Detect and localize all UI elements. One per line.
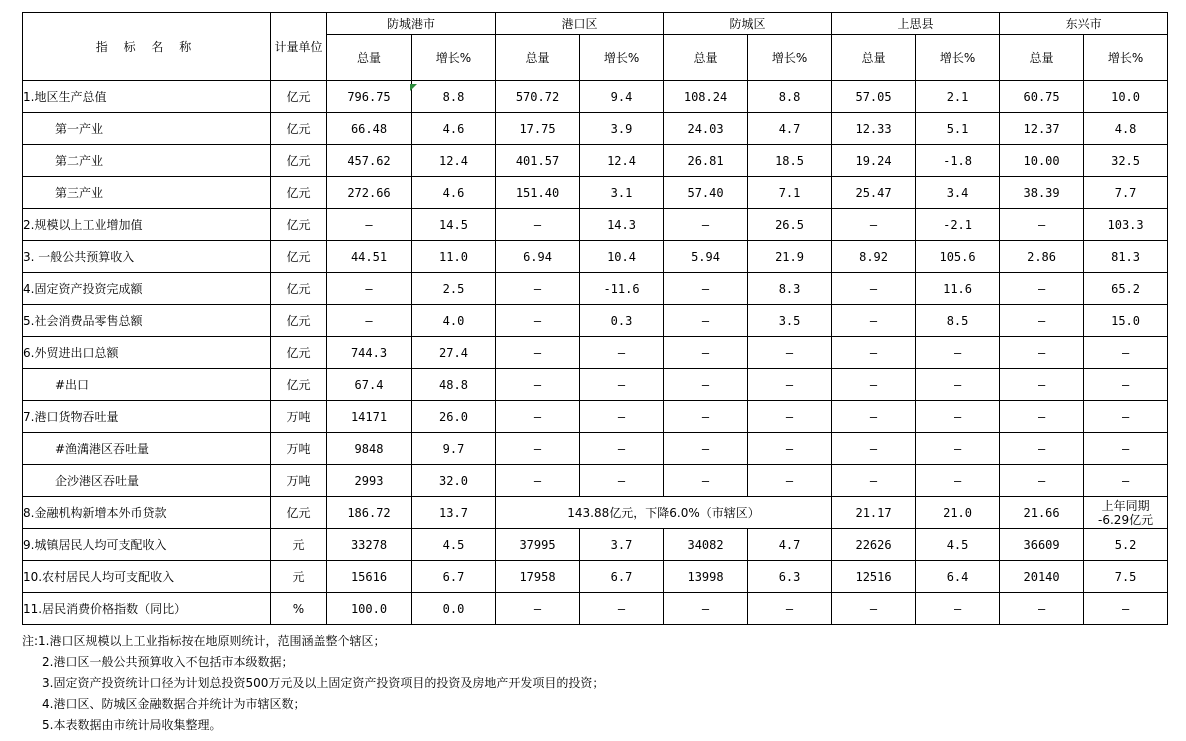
row-label: #渔澫港区吞吐量 [23, 433, 271, 465]
table-row [23, 337, 1168, 369]
merged-cell-value: 143.88亿元，下降6.0%（市辖区） [496, 497, 832, 529]
cell-value: 11.0 [412, 241, 496, 273]
cell-value: 12.4 [412, 145, 496, 177]
row-unit: 万吨 [271, 433, 327, 465]
cell-value: 0.0 [412, 593, 496, 625]
cell-value: 186.72 [327, 497, 412, 529]
cell-value: 48.8 [412, 369, 496, 401]
cell-value: 8.5 [916, 305, 1000, 337]
table-row [23, 593, 1168, 625]
row-label: 3. 一般公共预算收入 [23, 241, 271, 273]
cell-value: 5.2 [1084, 529, 1168, 561]
header-growth: 增长% [748, 35, 832, 81]
header-unit: 计量单位 [271, 13, 327, 81]
cell-value: — [832, 209, 916, 241]
comment-indicator-icon [410, 84, 417, 91]
cell-value: 0.3 [580, 305, 664, 337]
cell-value: — [748, 369, 832, 401]
cell-value: — [916, 433, 1000, 465]
cell-value: — [1000, 401, 1084, 433]
cell-value: 81.3 [1084, 241, 1168, 273]
cell-value: 7.5 [1084, 561, 1168, 593]
cell-value: 100.0 [327, 593, 412, 625]
row-label: 7.港口货物吞吐量 [23, 401, 271, 433]
cell-value: 13.7 [412, 497, 496, 529]
cell-value: 27.4 [412, 337, 496, 369]
cell-value: — [1000, 209, 1084, 241]
row-unit: 亿元 [271, 337, 327, 369]
header-indicator-name: 指 标 名 称 [23, 13, 271, 81]
cell-value: 401.57 [496, 145, 580, 177]
row-unit: 亿元 [271, 177, 327, 209]
cell-value: 4.0 [412, 305, 496, 337]
header-growth: 增长% [580, 35, 664, 81]
header-region: 港口区 [496, 13, 664, 35]
row-unit: 亿元 [271, 145, 327, 177]
cell-value: 18.5 [748, 145, 832, 177]
footnote: 4.港口区、防城区金融数据合并统计为市辖区数； [42, 697, 306, 711]
cell-value: 21.9 [748, 241, 832, 273]
row-unit: 亿元 [271, 369, 327, 401]
row-label: #出口 [23, 369, 271, 401]
cell-value: 14.5 [412, 209, 496, 241]
cell-value: 11.6 [916, 273, 1000, 305]
cell-value: — [327, 305, 412, 337]
cell-value: -1.8 [916, 145, 1000, 177]
cell-value: 4.7 [748, 529, 832, 561]
cell-value: 12.33 [832, 113, 916, 145]
cell-value: 26.0 [412, 401, 496, 433]
cell-value: — [496, 401, 580, 433]
cell-value: — [496, 465, 580, 497]
cell-value: 57.40 [664, 177, 748, 209]
cell-value: 37995 [496, 529, 580, 561]
cell-value: 2.1 [916, 81, 1000, 113]
cell-value: — [664, 433, 748, 465]
cell-value: — [1000, 433, 1084, 465]
cell-value: — [496, 209, 580, 241]
cell-value: 4.6 [412, 113, 496, 145]
cell-value: — [664, 209, 748, 241]
table-row [23, 177, 1168, 209]
cell-value: 4.7 [748, 113, 832, 145]
cell-value: 744.3 [327, 337, 412, 369]
table-row [23, 241, 1168, 273]
footnote: 2.港口区一般公共预算收入不包括市本级数据； [42, 655, 294, 669]
header-total: 总量 [664, 35, 748, 81]
cell-value: 8.8 [748, 81, 832, 113]
cell-value: 20140 [1000, 561, 1084, 593]
cell-value: 796.75 [327, 81, 412, 113]
cell-value: 26.5 [748, 209, 832, 241]
cell-value: — [832, 465, 916, 497]
table-row [23, 529, 1168, 561]
row-unit: 元 [271, 529, 327, 561]
cell-value: 272.66 [327, 177, 412, 209]
cell-value: 32.0 [412, 465, 496, 497]
cell-value: — [496, 433, 580, 465]
cell-value: 15.0 [1084, 305, 1168, 337]
cell-value: 17958 [496, 561, 580, 593]
cell-value: — [748, 337, 832, 369]
header-total: 总量 [327, 35, 412, 81]
cell-value: 7.1 [748, 177, 832, 209]
row-unit: 亿元 [271, 209, 327, 241]
cell-value: — [916, 369, 1000, 401]
cell-value: 151.40 [496, 177, 580, 209]
row-label: 11.居民消费价格指数（同比） [23, 593, 271, 625]
cell-value: 6.7 [580, 561, 664, 593]
cell-value: 21.66 [1000, 497, 1084, 529]
cell-value: 8.8 [412, 81, 496, 113]
cell-value: — [1000, 465, 1084, 497]
cell-value: 12516 [832, 561, 916, 593]
cell-value: 44.51 [327, 241, 412, 273]
header-total: 总量 [832, 35, 916, 81]
row-unit: % [271, 593, 327, 625]
cell-value: — [1084, 369, 1168, 401]
footnotes [22, 631, 604, 736]
table-row [23, 273, 1168, 305]
cell-value: — [1084, 465, 1168, 497]
cell-value: — [664, 593, 748, 625]
header-total: 总量 [1000, 35, 1084, 81]
cell-value: 2993 [327, 465, 412, 497]
header-region: 防城区 [664, 13, 832, 35]
cell-value: 3.7 [580, 529, 664, 561]
table-row [23, 145, 1168, 177]
cell-value: 65.2 [1084, 273, 1168, 305]
row-label: 6.外贸进出口总额 [23, 337, 271, 369]
cell-value: 10.0 [1084, 81, 1168, 113]
cell-value: — [664, 305, 748, 337]
cell-value: — [1084, 401, 1168, 433]
cell-value: 6.7 [412, 561, 496, 593]
statistics-table [22, 12, 1168, 625]
cell-value: 14171 [327, 401, 412, 433]
cell-value-line: 上年同期 [1101, 498, 1150, 513]
cell-value: 10.00 [1000, 145, 1084, 177]
cell-value: — [832, 369, 916, 401]
row-unit: 万吨 [271, 465, 327, 497]
cell-value: — [580, 465, 664, 497]
cell-value: 4.5 [412, 529, 496, 561]
cell-value: — [496, 337, 580, 369]
cell-value: — [664, 273, 748, 305]
cell-value: 38.39 [1000, 177, 1084, 209]
table-row [23, 433, 1168, 465]
cell-value: — [664, 401, 748, 433]
row-label: 10.农村居民人均可支配收入 [23, 561, 271, 593]
cell-value: 6.4 [916, 561, 1000, 593]
cell-value: 6.3 [748, 561, 832, 593]
row-label: 第二产业 [23, 145, 271, 177]
cell-value: 13998 [664, 561, 748, 593]
row-label: 第一产业 [23, 113, 271, 145]
table-row [23, 369, 1168, 401]
cell-value-line: -6.29亿元 [1098, 512, 1154, 527]
cell-value: 57.05 [832, 81, 916, 113]
cell-value: 34082 [664, 529, 748, 561]
cell-value: — [1000, 273, 1084, 305]
cell-value: 108.24 [664, 81, 748, 113]
cell-value: — [1084, 433, 1168, 465]
header-growth: 增长% [412, 35, 496, 81]
cell-value: 3.1 [580, 177, 664, 209]
cell-value: 10.4 [580, 241, 664, 273]
row-unit: 万吨 [271, 401, 327, 433]
header-growth: 增长% [1084, 35, 1168, 81]
cell-value: 24.03 [664, 113, 748, 145]
cell-value: 33278 [327, 529, 412, 561]
table-row [23, 401, 1168, 433]
cell-value: — [748, 433, 832, 465]
cell-value: 8.92 [832, 241, 916, 273]
table-row [23, 497, 1168, 529]
cell-value: 15616 [327, 561, 412, 593]
cell-value: 19.24 [832, 145, 916, 177]
cell-value: — [327, 273, 412, 305]
cell-value: 67.4 [327, 369, 412, 401]
cell-value: — [496, 305, 580, 337]
cell-value: — [580, 433, 664, 465]
table-row [23, 113, 1168, 145]
table-row [23, 561, 1168, 593]
cell-value: 4.6 [412, 177, 496, 209]
table-row [23, 305, 1168, 337]
row-label: 2.规模以上工业增加值 [23, 209, 271, 241]
cell-value: 26.81 [664, 145, 748, 177]
cell-value: — [832, 401, 916, 433]
cell-value: 457.62 [327, 145, 412, 177]
cell-value: — [664, 465, 748, 497]
cell-value: 3.5 [748, 305, 832, 337]
header-total: 总量 [496, 35, 580, 81]
row-label: 4.固定资产投资完成额 [23, 273, 271, 305]
cell-value: — [496, 593, 580, 625]
cell-value: — [748, 465, 832, 497]
cell-value: — [580, 401, 664, 433]
cell-value: 570.72 [496, 81, 580, 113]
cell-value: 9.4 [580, 81, 664, 113]
cell-value: 22626 [832, 529, 916, 561]
row-label: 企沙港区吞吐量 [23, 465, 271, 497]
cell-value: 17.75 [496, 113, 580, 145]
cell-value: — [1000, 337, 1084, 369]
cell-value: 5.1 [916, 113, 1000, 145]
row-unit: 亿元 [271, 305, 327, 337]
cell-value: 8.3 [748, 273, 832, 305]
cell-value: — [1000, 593, 1084, 625]
footnote: 注:1.港口区规模以上工业指标按在地原则统计，范围涵盖整个辖区； [22, 634, 386, 648]
row-label: 1.地区生产总值 [23, 81, 271, 113]
cell-value: — [748, 401, 832, 433]
cell-value: 4.5 [916, 529, 1000, 561]
cell-value: — [1084, 337, 1168, 369]
row-unit: 元 [271, 561, 327, 593]
cell-value: — [748, 593, 832, 625]
cell-value: 9.7 [412, 433, 496, 465]
cell-value: — [664, 369, 748, 401]
row-unit: 亿元 [271, 241, 327, 273]
cell-value: — [327, 209, 412, 241]
cell-value: 12.4 [580, 145, 664, 177]
cell-value: — [832, 433, 916, 465]
cell-value: 6.94 [496, 241, 580, 273]
cell-value: — [832, 273, 916, 305]
cell-value: — [832, 593, 916, 625]
cell-value: — [1000, 305, 1084, 337]
cell-value: 9848 [327, 433, 412, 465]
footnote: 5.本表数据由市统计局收集整理。 [42, 718, 222, 732]
row-label: 5.社会消费品零售总额 [23, 305, 271, 337]
cell-value: — [916, 401, 1000, 433]
cell-value: 5.94 [664, 241, 748, 273]
table-row [23, 81, 1168, 113]
table-row [23, 209, 1168, 241]
row-label: 第三产业 [23, 177, 271, 209]
cell-value: — [916, 465, 1000, 497]
cell-value: — [832, 305, 916, 337]
cell-value: — [496, 273, 580, 305]
cell-value: — [1000, 369, 1084, 401]
row-label: 8.金融机构新增本外币贷款 [23, 497, 271, 529]
cell-value: 3.4 [916, 177, 1000, 209]
cell-value: 2.5 [412, 273, 496, 305]
row-unit: 亿元 [271, 497, 327, 529]
cell-value: 105.6 [916, 241, 1000, 273]
header-region: 上思县 [832, 13, 1000, 35]
cell-value: -11.6 [580, 273, 664, 305]
cell-value: — [580, 337, 664, 369]
cell-value: 25.47 [832, 177, 916, 209]
cell-value: 4.8 [1084, 113, 1168, 145]
cell-value: — [832, 337, 916, 369]
row-unit: 亿元 [271, 273, 327, 305]
cell-value: 36609 [1000, 529, 1084, 561]
cell-value: — [916, 337, 1000, 369]
cell-value: -2.1 [916, 209, 1000, 241]
row-label: 9.城镇居民人均可支配收入 [23, 529, 271, 561]
header-growth: 增长% [916, 35, 1000, 81]
cell-value: 66.48 [327, 113, 412, 145]
cell-value: 12.37 [1000, 113, 1084, 145]
table-row [23, 465, 1168, 497]
cell-value: 21.17 [832, 497, 916, 529]
cell-value: — [580, 593, 664, 625]
cell-value: 14.3 [580, 209, 664, 241]
cell-value: 2.86 [1000, 241, 1084, 273]
cell-value: — [580, 369, 664, 401]
cell-value: — [664, 337, 748, 369]
cell-value: — [496, 369, 580, 401]
row-unit: 亿元 [271, 81, 327, 113]
cell-value: 7.7 [1084, 177, 1168, 209]
header-region: 防城港市 [327, 13, 496, 35]
footnote: 3.固定资产投资统计口径为计划总投资500万元及以上固定资产投资项目的投资及房地产开发项目的投资； [42, 676, 605, 690]
cell-value [1084, 497, 1168, 529]
row-unit: 亿元 [271, 113, 327, 145]
cell-value: — [916, 593, 1000, 625]
header-region: 东兴市 [1000, 13, 1168, 35]
cell-value: — [1084, 593, 1168, 625]
cell-value: 3.9 [580, 113, 664, 145]
cell-value: 103.3 [1084, 209, 1168, 241]
cell-value: 60.75 [1000, 81, 1084, 113]
cell-value: 32.5 [1084, 145, 1168, 177]
cell-value: 21.0 [916, 497, 1000, 529]
